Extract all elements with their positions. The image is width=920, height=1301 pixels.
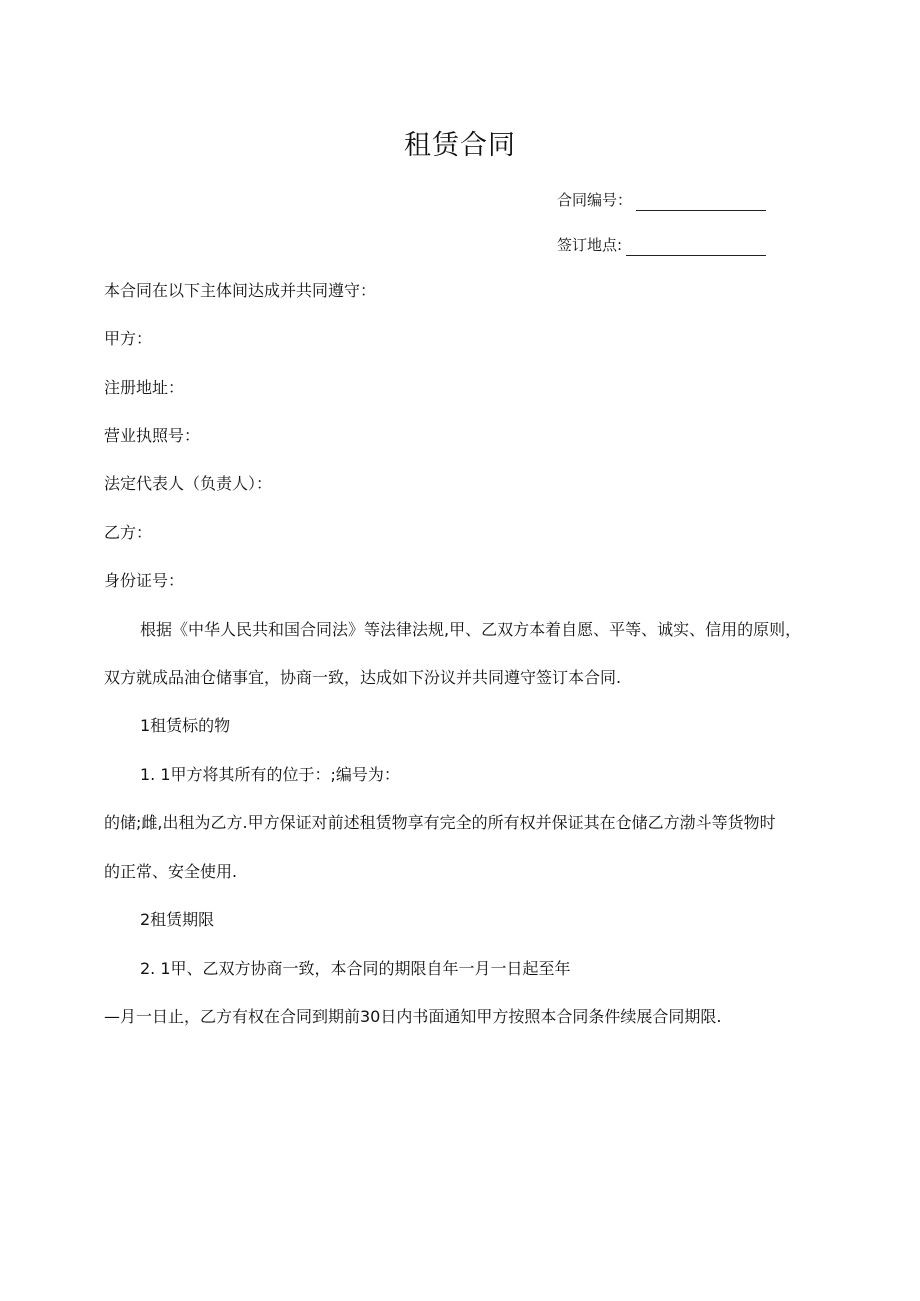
document-title: 租赁合同 [404, 130, 516, 161]
signing-place-row [557, 234, 766, 256]
section-2-heading: 2租赁期限 [140, 910, 215, 929]
clause-2-1-line-1: 2. 1甲、乙双方协商一致，本合同的期限自年一月一日起至年 [140, 959, 571, 978]
party-a-line: 甲方： [104, 329, 153, 348]
preamble-line-1: 根据《中华人民共和国合同法》等法律法规,甲、乙双方本着自愿、平等、诚实、信用的原则， [140, 620, 802, 639]
contract-number-label: 合同编号： [557, 191, 633, 209]
contract-number-row [557, 189, 766, 211]
registered-address-line: 注册地址： [104, 378, 185, 397]
clause-1-1-line-1: 1. 1甲方将其所有的位于：;编号为： [140, 765, 400, 784]
preamble-line-2: 双方就成品油仓储事宜，协商一致，达成如下汾议并共同遵守签订本合同. [104, 668, 622, 687]
intro-line: 本合同在以下主体间达成并共同遵守： [104, 281, 377, 300]
party-b-line: 乙方： [104, 523, 153, 542]
section-1-heading: 1租赁标的物 [140, 716, 231, 735]
signing-place-label: 签订地点: [557, 236, 623, 254]
clause-1-1-line-3: 的正常、安全使用. [104, 862, 238, 881]
signing-place-blank [626, 239, 766, 256]
clause-1-1-line-2: 的储;雌,出租为乙方.甲方保证对前述租赁物享有完全的所有权并保证其在仓储乙方渤斗等货物时 [104, 813, 776, 832]
clause-2-1-line-2: —月一日止，乙方有权在合同到期前30日内书面通知甲方按照本合同条件续展合同期限. [104, 1007, 722, 1026]
legal-representative-line: 法定代表人（负责人）： [104, 474, 273, 493]
business-license-line: 营业执照号： [104, 426, 201, 445]
id-number-line: 身份证号： [104, 571, 185, 590]
contract-number-blank [636, 194, 766, 211]
